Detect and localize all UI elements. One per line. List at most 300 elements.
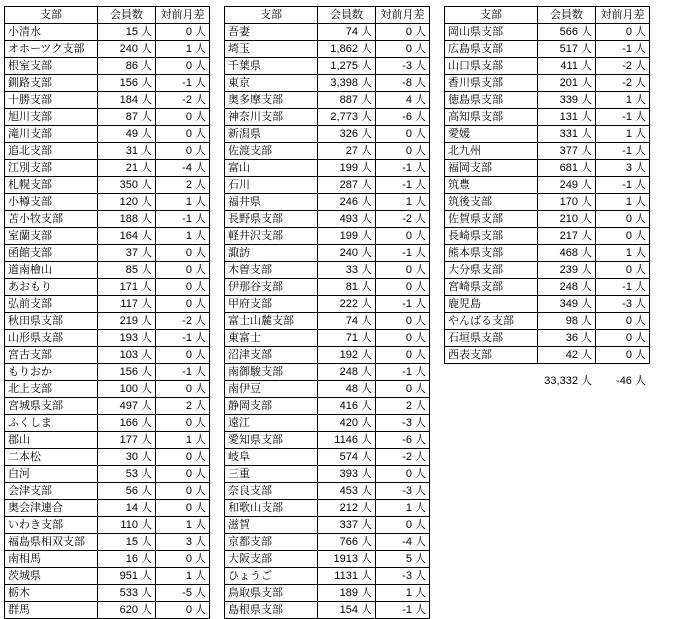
branch-name-cell: 大阪支部 (225, 551, 318, 568)
branch-name-cell: もりおか (5, 364, 98, 381)
monthly-diff-cell: 1 人 (596, 194, 650, 211)
monthly-diff-cell: -3 人 (376, 483, 430, 500)
members-count-cell: 1,862 人 (318, 41, 376, 58)
table-row (225, 585, 430, 602)
table-body-2 (225, 24, 430, 619)
table-row (225, 432, 430, 449)
monthly-diff-cell: 1 人 (596, 92, 650, 109)
members-count-cell: 14 人 (98, 500, 156, 517)
table-row (445, 58, 650, 75)
branch-name-cell: 富士山麓支部 (225, 313, 318, 330)
branch-name-cell: 岡山県支部 (445, 24, 538, 41)
monthly-diff-cell: 0 人 (376, 381, 430, 398)
monthly-diff-cell: 4 人 (376, 92, 430, 109)
members-count-cell: 131 人 (538, 109, 596, 126)
branch-name-cell: 埼玉 (225, 41, 318, 58)
members-count-cell: 240 人 (98, 41, 156, 58)
monthly-diff-cell: -3 人 (376, 568, 430, 585)
members-count-cell: 339 人 (538, 92, 596, 109)
members-count-cell: 74 人 (318, 24, 376, 41)
branch-name-cell: 会津支部 (5, 483, 98, 500)
members-count-cell: 117 人 (98, 296, 156, 313)
monthly-diff-cell: -2 人 (376, 211, 430, 228)
branch-name-cell: 室蘭支部 (5, 228, 98, 245)
table-row (445, 296, 650, 313)
monthly-diff-cell: -2 人 (376, 449, 430, 466)
table-row (225, 415, 430, 432)
table-row (5, 551, 210, 568)
branch-name-cell: 小樽支部 (5, 194, 98, 211)
branch-name-cell: 諏訪 (225, 245, 318, 262)
members-count-cell: 189 人 (318, 585, 376, 602)
table-row (225, 279, 430, 296)
branch-name-cell: 宮古支部 (5, 347, 98, 364)
monthly-diff-cell: 0 人 (376, 279, 430, 296)
members-count-cell: 103 人 (98, 347, 156, 364)
members-count-cell: 212 人 (318, 500, 376, 517)
table-row (225, 364, 430, 381)
table-row (445, 126, 650, 143)
monthly-diff-cell: 0 人 (596, 24, 650, 41)
monthly-diff-cell: 0 人 (376, 126, 430, 143)
table-row (5, 296, 210, 313)
monthly-diff-cell: 0 人 (156, 415, 210, 432)
table-row (225, 398, 430, 415)
monthly-diff-cell: 1 人 (376, 500, 430, 517)
members-count-cell: 1146 人 (318, 432, 376, 449)
branch-name-cell: 茨城県 (5, 568, 98, 585)
monthly-diff-cell: -3 人 (596, 296, 650, 313)
branch-name-cell: 奈良支部 (225, 483, 318, 500)
table-row (5, 313, 210, 330)
table-row (225, 500, 430, 517)
monthly-diff-cell: 1 人 (376, 585, 430, 602)
monthly-diff-cell: 3 人 (156, 534, 210, 551)
total-diff: -46 人 (616, 375, 646, 387)
members-count-cell: 184 人 (98, 92, 156, 109)
monthly-diff-cell: 0 人 (156, 602, 210, 619)
table-row (5, 449, 210, 466)
members-table-2 (224, 6, 430, 619)
table-row (5, 347, 210, 364)
branch-name-cell: 沼津支部 (225, 347, 318, 364)
members-count-cell: 287 人 (318, 177, 376, 194)
branch-name-cell: 福岡支部 (445, 160, 538, 177)
branch-name-cell: 大分県支部 (445, 262, 538, 279)
table-row (225, 177, 430, 194)
table-row (5, 228, 210, 245)
members-count-cell: 210 人 (538, 211, 596, 228)
members-count-cell: 16 人 (98, 551, 156, 568)
members-count-cell: 42 人 (538, 347, 596, 364)
branch-name-cell: 弘前支部 (5, 296, 98, 313)
table-row (5, 75, 210, 92)
table-row (225, 262, 430, 279)
branch-name-cell: 新潟県 (225, 126, 318, 143)
members-count-cell: 21 人 (98, 160, 156, 177)
branch-name-cell: 千葉県 (225, 58, 318, 75)
monthly-diff-cell: 0 人 (156, 347, 210, 364)
branch-name-cell: 長野県支部 (225, 211, 318, 228)
monthly-diff-cell: 0 人 (376, 143, 430, 160)
branch-name-cell: 遠江 (225, 415, 318, 432)
table-row (5, 194, 210, 211)
members-count-cell: 1,275 人 (318, 58, 376, 75)
branch-name-cell: 東富士 (225, 330, 318, 347)
table-row (225, 194, 430, 211)
table-column-2 (224, 6, 430, 619)
members-count-cell: 154 人 (318, 602, 376, 619)
branch-name-cell: 北九州 (445, 143, 538, 160)
table-row (5, 109, 210, 126)
monthly-diff-cell: 1 人 (156, 194, 210, 211)
table-row (225, 381, 430, 398)
branch-name-cell: 富山 (225, 160, 318, 177)
table-row (225, 160, 430, 177)
members-count-cell: 377 人 (538, 143, 596, 160)
branch-name-cell: 小清水 (5, 24, 98, 41)
members-count-cell: 3,398 人 (318, 75, 376, 92)
branch-name-cell: 三重 (225, 466, 318, 483)
monthly-diff-cell: 0 人 (156, 449, 210, 466)
branch-name-cell: 愛媛 (445, 126, 538, 143)
monthly-diff-cell: 0 人 (156, 24, 210, 41)
members-count-cell: 15 人 (98, 24, 156, 41)
branch-name-cell: 栃木 (5, 585, 98, 602)
monthly-diff-cell: -1 人 (376, 160, 430, 177)
members-count-cell: 171 人 (98, 279, 156, 296)
monthly-diff-cell: 0 人 (376, 228, 430, 245)
monthly-diff-cell: 5 人 (376, 551, 430, 568)
branch-name-cell: 筑後支部 (445, 194, 538, 211)
totals-spacer (444, 372, 537, 390)
table-body-1 (5, 24, 210, 619)
branch-name-cell: 高知県支部 (445, 109, 538, 126)
members-count-cell: 248 人 (538, 279, 596, 296)
members-count-cell: 48 人 (318, 381, 376, 398)
monthly-diff-cell: 0 人 (596, 262, 650, 279)
monthly-diff-cell: 0 人 (596, 211, 650, 228)
members-count-cell: 620 人 (98, 602, 156, 619)
table-row (225, 245, 430, 262)
table-row (445, 143, 650, 160)
members-count-cell: 15 人 (98, 534, 156, 551)
members-count-cell: 98 人 (538, 313, 596, 330)
branch-name-cell: 伊那谷支部 (225, 279, 318, 296)
branch-name-cell: 石垣県支部 (445, 330, 538, 347)
table-row (225, 330, 430, 347)
members-count-cell: 33 人 (318, 262, 376, 279)
branch-name-cell: 石川 (225, 177, 318, 194)
table-row (5, 245, 210, 262)
table-row (445, 41, 650, 58)
members-count-cell: 326 人 (318, 126, 376, 143)
monthly-diff-cell: 1 人 (156, 517, 210, 534)
branch-name-cell: 十勝支部 (5, 92, 98, 109)
members-count-cell: 248 人 (318, 364, 376, 381)
monthly-diff-cell: -4 人 (376, 534, 430, 551)
branch-name-cell: 旭川支部 (5, 109, 98, 126)
branch-name-cell: 江別支部 (5, 160, 98, 177)
members-count-cell: 27 人 (318, 143, 376, 160)
table-row (445, 211, 650, 228)
header-branch: 支部 (5, 7, 98, 24)
monthly-diff-cell: -6 人 (376, 109, 430, 126)
branch-name-cell: 軽井沢支部 (225, 228, 318, 245)
table-header-row (225, 7, 430, 24)
table-row (225, 211, 430, 228)
members-count-cell: 337 人 (318, 517, 376, 534)
members-table-1 (4, 6, 210, 619)
members-count-cell: 49 人 (98, 126, 156, 143)
branch-name-cell: 東京 (225, 75, 318, 92)
branch-name-cell: 秋田県支部 (5, 313, 98, 330)
table-row (225, 24, 430, 41)
monthly-diff-cell: -1 人 (376, 602, 430, 619)
members-count-cell: 156 人 (98, 364, 156, 381)
monthly-diff-cell: 0 人 (596, 228, 650, 245)
members-count-cell: 239 人 (538, 262, 596, 279)
table-row (445, 262, 650, 279)
branch-name-cell: 群馬 (5, 602, 98, 619)
table-row (225, 109, 430, 126)
monthly-diff-cell: 0 人 (596, 313, 650, 330)
table-row (5, 41, 210, 58)
total-members: 33,332 人 (544, 375, 592, 387)
table-row (225, 602, 430, 619)
table-row (5, 126, 210, 143)
monthly-diff-cell: 0 人 (156, 483, 210, 500)
table-row (225, 517, 430, 534)
monthly-diff-cell: 2 人 (156, 177, 210, 194)
members-count-cell: 420 人 (318, 415, 376, 432)
table-row (225, 92, 430, 109)
table-row (5, 143, 210, 160)
monthly-diff-cell: -2 人 (156, 313, 210, 330)
monthly-diff-cell: -1 人 (156, 330, 210, 347)
branch-name-cell: 香川県支部 (445, 75, 538, 92)
table-row (5, 585, 210, 602)
monthly-diff-cell: -5 人 (156, 585, 210, 602)
branch-name-cell: オホーツク支部 (5, 41, 98, 58)
branch-name-cell: 西表支部 (445, 347, 538, 364)
members-count-cell: 533 人 (98, 585, 156, 602)
branch-name-cell: 愛知県支部 (225, 432, 318, 449)
members-count-cell: 201 人 (538, 75, 596, 92)
monthly-diff-cell: -1 人 (596, 143, 650, 160)
members-count-cell: 566 人 (538, 24, 596, 41)
branch-name-cell: 釧路支部 (5, 75, 98, 92)
members-count-cell: 416 人 (318, 398, 376, 415)
members-table-3 (444, 6, 650, 364)
branch-name-cell: ひょうご (225, 568, 318, 585)
members-count-cell: 170 人 (538, 194, 596, 211)
monthly-diff-cell: -1 人 (596, 279, 650, 296)
monthly-diff-cell: -1 人 (596, 109, 650, 126)
monthly-diff-cell: -1 人 (376, 177, 430, 194)
table-row (225, 126, 430, 143)
table-row (445, 245, 650, 262)
monthly-diff-cell: 1 人 (156, 228, 210, 245)
table-row (5, 160, 210, 177)
table-row (5, 58, 210, 75)
branch-name-cell: 佐渡支部 (225, 143, 318, 160)
monthly-diff-cell: 0 人 (156, 245, 210, 262)
table-row (445, 75, 650, 92)
monthly-diff-cell: 0 人 (156, 500, 210, 517)
branch-name-cell: 熊本県支部 (445, 245, 538, 262)
monthly-diff-cell: 0 人 (376, 24, 430, 41)
members-count-cell: 350 人 (98, 177, 156, 194)
members-count-cell: 240 人 (318, 245, 376, 262)
branch-name-cell: 函館支部 (5, 245, 98, 262)
table-header-row (5, 7, 210, 24)
table-column-3 (444, 6, 650, 390)
branch-name-cell: ふくしま (5, 415, 98, 432)
header-members: 会員数 (318, 7, 376, 24)
monthly-diff-cell: -1 人 (376, 364, 430, 381)
branch-name-cell: 滝川支部 (5, 126, 98, 143)
table-row (225, 483, 430, 500)
header-diff: 対前月差 (376, 7, 430, 24)
table-row (5, 568, 210, 585)
monthly-diff-cell: 0 人 (156, 551, 210, 568)
members-count-cell: 188 人 (98, 211, 156, 228)
members-count-cell: 100 人 (98, 381, 156, 398)
members-count-cell: 468 人 (538, 245, 596, 262)
monthly-diff-cell: 0 人 (156, 381, 210, 398)
members-count-cell: 192 人 (318, 347, 376, 364)
branch-name-cell: いわき支部 (5, 517, 98, 534)
members-count-cell: 37 人 (98, 245, 156, 262)
branch-name-cell: 吾妻 (225, 24, 318, 41)
monthly-diff-cell: 0 人 (156, 109, 210, 126)
table-row (5, 415, 210, 432)
members-count-cell: 53 人 (98, 466, 156, 483)
monthly-diff-cell: 0 人 (376, 466, 430, 483)
branch-name-cell: 静岡支部 (225, 398, 318, 415)
members-count-cell: 222 人 (318, 296, 376, 313)
members-count-cell: 453 人 (318, 483, 376, 500)
monthly-diff-cell: -2 人 (596, 75, 650, 92)
branch-name-cell: 山口県支部 (445, 58, 538, 75)
branch-name-cell: 山形県支部 (5, 330, 98, 347)
members-count-cell: 887 人 (318, 92, 376, 109)
branch-name-cell: 奥会津連合 (5, 500, 98, 517)
table-row (225, 347, 430, 364)
table-row (5, 398, 210, 415)
branch-name-cell: 宮崎県支部 (445, 279, 538, 296)
members-count-cell: 71 人 (318, 330, 376, 347)
branch-name-cell: 奥多摩支部 (225, 92, 318, 109)
monthly-diff-cell: -1 人 (596, 177, 650, 194)
members-count-cell: 217 人 (538, 228, 596, 245)
monthly-diff-cell: 0 人 (156, 296, 210, 313)
branch-name-cell: 二本松 (5, 449, 98, 466)
members-count-cell: 86 人 (98, 58, 156, 75)
table-row (445, 92, 650, 109)
branch-name-cell: 郡山 (5, 432, 98, 449)
table-row (5, 381, 210, 398)
monthly-diff-cell: 0 人 (376, 347, 430, 364)
table-row (5, 534, 210, 551)
table-row (225, 143, 430, 160)
branch-name-cell: 長崎県支部 (445, 228, 538, 245)
members-count-cell: 85 人 (98, 262, 156, 279)
members-count-cell: 517 人 (538, 41, 596, 58)
members-count-cell: 74 人 (318, 313, 376, 330)
members-count-cell: 2,773 人 (318, 109, 376, 126)
table-row (225, 551, 430, 568)
table-row (225, 228, 430, 245)
members-count-cell: 81 人 (318, 279, 376, 296)
table-row (225, 534, 430, 551)
header-branch: 支部 (225, 7, 318, 24)
members-count-cell: 199 人 (318, 228, 376, 245)
monthly-diff-cell: 0 人 (156, 466, 210, 483)
monthly-diff-cell: -2 人 (596, 58, 650, 75)
branch-name-cell: 苫小牧支部 (5, 211, 98, 228)
branch-name-cell: 京都支部 (225, 534, 318, 551)
monthly-diff-cell: 2 人 (156, 398, 210, 415)
branch-name-cell: 甲府支部 (225, 296, 318, 313)
table-row (5, 517, 210, 534)
table-column-1 (4, 6, 210, 619)
monthly-diff-cell: 2 人 (376, 398, 430, 415)
members-count-cell: 199 人 (318, 160, 376, 177)
monthly-diff-cell: -3 人 (376, 58, 430, 75)
monthly-diff-cell: 1 人 (156, 432, 210, 449)
monthly-diff-cell: 1 人 (156, 568, 210, 585)
members-count-cell: 156 人 (98, 75, 156, 92)
table-row (225, 41, 430, 58)
members-count-cell: 110 人 (98, 517, 156, 534)
table-row (445, 313, 650, 330)
table-body-3 (445, 24, 650, 364)
members-count-cell: 36 人 (538, 330, 596, 347)
header-members: 会員数 (98, 7, 156, 24)
table-row (225, 75, 430, 92)
table-row (5, 432, 210, 449)
monthly-diff-cell: 0 人 (156, 143, 210, 160)
monthly-diff-cell: 0 人 (596, 347, 650, 364)
monthly-diff-cell: 0 人 (156, 279, 210, 296)
monthly-diff-cell: -1 人 (376, 245, 430, 262)
members-count-cell: 246 人 (318, 194, 376, 211)
table-row (5, 24, 210, 41)
monthly-diff-cell: -1 人 (156, 211, 210, 228)
table-row (5, 466, 210, 483)
branch-name-cell: 島根県支部 (225, 602, 318, 619)
members-count-cell: 493 人 (318, 211, 376, 228)
branch-name-cell: 南相馬 (5, 551, 98, 568)
branch-name-cell: 福島県相双支部 (5, 534, 98, 551)
monthly-diff-cell: 1 人 (596, 126, 650, 143)
members-count-cell: 331 人 (538, 126, 596, 143)
members-count-cell: 681 人 (538, 160, 596, 177)
monthly-diff-cell: -2 人 (156, 92, 210, 109)
table-row (5, 364, 210, 381)
members-count-cell: 31 人 (98, 143, 156, 160)
members-count-cell: 574 人 (318, 449, 376, 466)
branch-name-cell: 南伊豆 (225, 381, 318, 398)
branch-name-cell: 根室支部 (5, 58, 98, 75)
members-count-cell: 951 人 (98, 568, 156, 585)
monthly-diff-cell: 0 人 (376, 517, 430, 534)
branch-name-cell: 神奈川支部 (225, 109, 318, 126)
branch-name-cell: 木曽支部 (225, 262, 318, 279)
members-count-cell: 349 人 (538, 296, 596, 313)
